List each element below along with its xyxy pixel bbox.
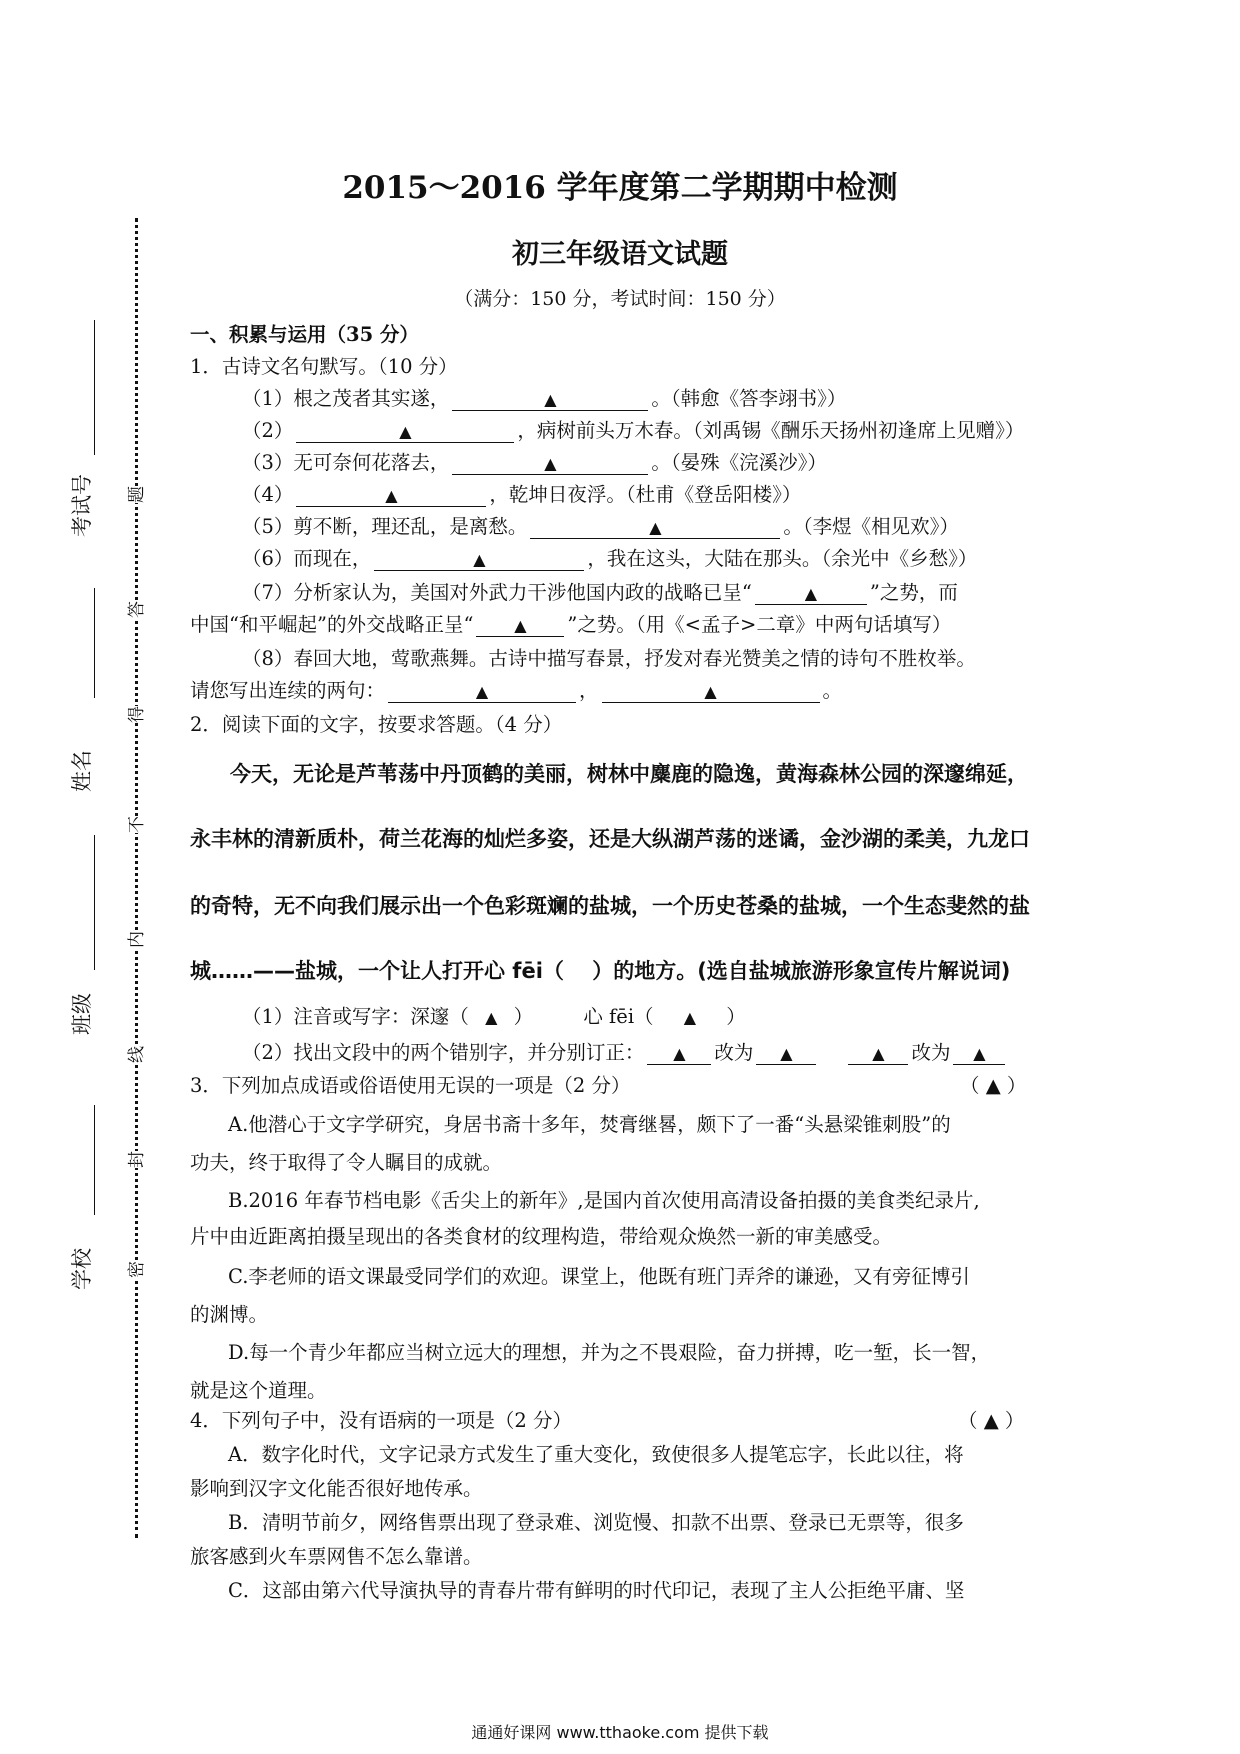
page-subtitle: 初三年级语文试题: [512, 239, 728, 270]
triangle-icon: ▲: [544, 454, 557, 473]
option-c-cont: 的渊博。: [190, 1303, 269, 1326]
q1-item-1-source: 。（韩愈《答李翊书》）: [651, 387, 847, 410]
q1-item-8-cont: [190, 676, 842, 706]
answer-blank[interactable]: [953, 1042, 1005, 1065]
question-1-stem: 1．古诗文名句默写。（10 分）: [190, 355, 458, 378]
q1-item-5-source: 。（李煜《相见欢》）: [783, 515, 959, 538]
q1-item-7-tail: ”之势，而: [869, 581, 958, 604]
triangle-icon: ▲: [872, 1044, 885, 1063]
seal-char: 线: [120, 1046, 149, 1063]
q1-item-8-text: 请您写出连续的两句：: [190, 679, 386, 702]
q2-sub-1-text: （1）注音或写字：深邃（: [242, 1005, 469, 1028]
triangle-icon: ▲: [475, 682, 489, 701]
triangle-icon: ▲: [804, 584, 818, 603]
q1-item-5: [242, 512, 959, 542]
q1-item-7-text-2: 中国“和平崛起”的外交战略正呈“: [190, 613, 474, 636]
triangle-icon: ▲: [649, 518, 662, 537]
question-4-stem: 4．下列句子中，没有语病的一项是（2 分）: [190, 1409, 573, 1432]
option-b-cont: 旅客感到火车票网售不怎么靠谱。: [190, 1545, 483, 1568]
answer-paren[interactable]: （ ▲ ）: [960, 1074, 1027, 1097]
exam-number-label: 考试号: [70, 474, 94, 537]
class-underline: [94, 835, 95, 970]
page-title: 2015～2016 学年度第二学期期中检测: [342, 170, 898, 206]
exam-info: （满分：150 分，考试时间：150 分）: [454, 288, 786, 310]
passage-line: 城……——盐城，一个让人打开心 fēi（ ）的地方。(选自盐城旅游形象宣传片解说词): [190, 959, 1011, 983]
q1-item-4-text: （4）: [242, 483, 294, 506]
q1-item-1: [242, 384, 846, 414]
q2-sub-1-text-2: 心 fēi（: [583, 1005, 654, 1028]
option-c: C.李老师的语文课最受同学们的欢迎。课堂上，他既有班门弄斧的谦逊，又有旁征博引: [228, 1265, 970, 1288]
q1-item-2-text: （2）: [242, 419, 294, 442]
q2-sub-1: [242, 1002, 746, 1033]
answer-blank[interactable]: [388, 680, 576, 703]
triangle-icon: ▲: [704, 682, 717, 701]
passage-line: 的奇特，无不向我们展示出一个色彩斑斓的盐城，一个历史苍桑的盐城，一个生态斐然的盐: [190, 894, 1030, 918]
name-underline: [94, 588, 95, 698]
seal-char: 内: [120, 931, 149, 948]
answer-blank[interactable]: [296, 484, 486, 507]
q1-item-6-text: （6）而现在，: [242, 547, 372, 570]
triangle-icon: ▲: [385, 486, 398, 505]
change-to-label: 改为: [911, 1041, 951, 1064]
q1-item-5-text: （5）剪不断，理还乱，是离愁。: [242, 515, 528, 538]
answer-blank[interactable]: [452, 388, 648, 411]
q1-item-7-cont: [190, 610, 951, 640]
triangle-icon: ▲: [780, 1044, 793, 1063]
option-c: C．这部由第六代导演执导的青春片带有鲜明的时代印记，表现了主人公拒绝平庸、坚: [228, 1579, 965, 1602]
comma: ，: [579, 679, 599, 702]
answer-blank[interactable]: [602, 680, 820, 703]
seal-char: 封: [120, 1151, 149, 1168]
triangle-icon: ▲: [514, 616, 527, 635]
seal-char: 题: [120, 486, 149, 503]
option-a: A．数字化时代，文字记录方式发生了重大变化，致使很多人提笔忘字，长此以往，将: [228, 1443, 964, 1466]
answer-blank[interactable]: [848, 1042, 908, 1065]
class-label: 班级: [70, 993, 94, 1035]
question-2-stem: 2．阅读下面的文字，按要求答题。（4 分）: [190, 713, 563, 736]
triangle-icon: ▲: [473, 550, 486, 569]
q1-item-2: [242, 416, 1024, 446]
section-heading: 一、积累与运用（35 分）: [190, 323, 419, 346]
triangle-icon: ▲: [485, 1008, 498, 1027]
q1-item-4-source: ，乾坤日夜浮。（杜甫《登岳阳楼》）: [489, 483, 802, 506]
seal-char: 不: [120, 816, 149, 833]
passage-line: 永丰林的清新质朴，荷兰花海的灿烂多姿，还是大纵湖芦荡的迷谲，金沙湖的柔美，九龙口: [190, 827, 1030, 851]
q2-sub-2-text: （2）找出文段中的两个错别字，并分别订正：: [242, 1041, 645, 1064]
seal-char: 密: [120, 1261, 149, 1278]
school-label: 学校: [70, 1248, 94, 1290]
q1-item-4: [242, 480, 801, 510]
q1-item-6-source: ，我在这头，大陆在那头。（余光中《乡愁》）: [587, 547, 978, 570]
answer-blank[interactable]: [374, 548, 584, 571]
exam-number-underline: [94, 320, 95, 455]
triangle-icon: ▲: [973, 1044, 986, 1063]
q1-item-7-source: ”之势。（用《<孟子>二章》中两句话填写）: [567, 613, 952, 636]
period: 。: [822, 679, 843, 702]
change-to-label: 改为: [714, 1041, 754, 1064]
option-a-cont: 功夫，终于取得了令人瞩目的成就。: [190, 1151, 503, 1174]
q1-item-3-source: 。（晏殊《浣溪沙》）: [651, 451, 827, 474]
triangle-icon: ▲: [399, 422, 412, 441]
triangle-icon: ▲: [683, 1008, 697, 1027]
answer-paren[interactable]: （ ▲ ）: [958, 1409, 1025, 1432]
close-paren: ）: [513, 1005, 534, 1028]
option-b: B．清明节前夕，网络售票出现了登录难、浏览慢、扣款不出票、登录已无票等，很多: [228, 1511, 964, 1534]
passage-line: 今天，无论是芦苇荡中丹顶鹤的美丽，树林中麋鹿的隐逸，黄海森林公园的深邃绵延，: [230, 762, 1028, 786]
option-b: B.2016 年春节档电影《舌尖上的新年》,是国内首次使用高清设备拍摄的美食类纪录片,: [228, 1189, 980, 1212]
option-a: A.他潜心于文字学研究，身居书斋十多年，焚膏继晷，颇下了一番“头悬梁锥刺股”的: [228, 1113, 951, 1136]
q1-item-8: （8）春回大地，莺歌燕舞。古诗中描写春景，抒发对春光赞美之情的诗句不胜枚举。: [242, 647, 976, 670]
close-paren: ）: [726, 1005, 746, 1028]
question-3-stem: 3．下列加点成语或俗语使用无误的一项是（2 分）: [190, 1074, 631, 1097]
seal-char: 答: [120, 601, 149, 618]
q1-item-3: [242, 448, 827, 478]
seal-char: 得: [120, 706, 149, 723]
q1-item-6: [242, 544, 977, 574]
q1-item-7-text: （7）分析家认为，美国对外武力干涉他国内政的战略已呈“: [242, 581, 752, 604]
answer-blank[interactable]: [756, 1042, 816, 1065]
answer-blank[interactable]: [452, 452, 648, 475]
answer-blank[interactable]: [755, 582, 867, 605]
footer-credit: 通通好课网 www.tthaoke.com 提供下载: [471, 1723, 769, 1742]
binding-dotted-line: [135, 218, 138, 1538]
answer-blank[interactable]: [476, 614, 564, 637]
answer-blank[interactable]: [530, 516, 780, 539]
name-label: 姓名: [70, 750, 94, 792]
option-a-cont: 影响到汉字文化能否很好地传承。: [190, 1477, 483, 1500]
option-b-cont: 片中由近距离拍摄呈现出的各类食材的纹理构造，带给观众焕然一新的审美感受。: [190, 1225, 893, 1248]
school-underline: [94, 1105, 95, 1215]
triangle-icon: ▲: [673, 1044, 686, 1063]
q1-item-2-source: ，病树前头万木春。（刘禹锡《酬乐天扬州初逢席上见赠》）: [517, 419, 1025, 442]
q1-item-1-text: （1）根之茂者其实遂，: [242, 387, 450, 410]
q2-sub-2: [242, 1038, 1008, 1068]
answer-blank[interactable]: [647, 1042, 711, 1065]
answer-blank[interactable]: [296, 420, 514, 443]
triangle-icon: ▲: [544, 390, 557, 409]
option-d: D.每一个青少年都应当树立远大的理想，并为之不畏艰险，奋力拼搏，吃一堑，长一智，: [228, 1341, 991, 1364]
q1-item-7: [242, 578, 958, 608]
option-d-cont: 就是这个道理。: [190, 1379, 327, 1402]
q1-item-3-text: （3）无可奈何花落去，: [242, 451, 450, 474]
